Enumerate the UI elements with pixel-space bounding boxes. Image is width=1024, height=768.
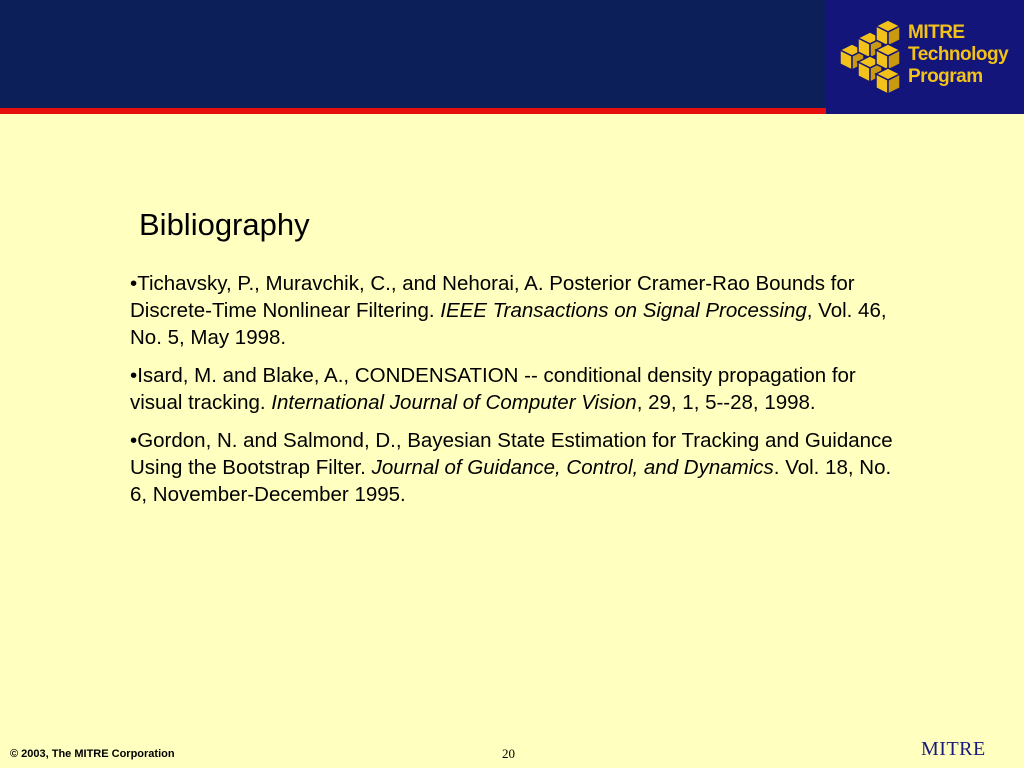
logo-line-1: MITRE — [908, 22, 965, 43]
entry-details: . Vol. 18, No. 6, November-December 1995. — [130, 456, 892, 506]
bibliography-entry — [130, 427, 900, 508]
footer-copyright: © 2003, The MITRE Corporation — [10, 748, 175, 760]
bullet: • — [130, 364, 138, 387]
logo-line-3: Program — [908, 66, 983, 87]
cube-cluster-icon — [836, 16, 916, 96]
footer-mitre-logo: MITRE — [921, 738, 986, 760]
bullet: • — [130, 272, 138, 295]
header-red-rule — [0, 108, 826, 114]
bullet: • — [130, 429, 138, 452]
entry-details: , Vol. 46, No. 5, May 1998. — [130, 299, 887, 349]
entry-details: , 29, 1, 5--28, 1998. — [636, 391, 816, 414]
page-number: 20 — [502, 746, 515, 761]
entry-venue: International Journal of Computer Vision — [271, 391, 637, 414]
logo-wordmark — [908, 22, 1008, 88]
logo-line-2: Technology — [908, 44, 1009, 65]
bibliography-entry — [130, 362, 900, 416]
bibliography-list — [130, 270, 900, 519]
entry-text: Gordon, N. and Salmond, D., Bayesian State Estimation for Tracking and Guidance Using the Bootstrap Filter. — [130, 429, 893, 479]
entry-venue: Journal of Guidance, Control, and Dynamics — [371, 456, 774, 479]
entry-text: Isard, M. and Blake, A., CONDENSATION -- conditional density propagation for visual tracking. — [130, 364, 856, 414]
bibliography-entry — [130, 270, 900, 351]
mitre-technology-program-logo — [826, 0, 1024, 114]
entry-text: Tichavsky, P., Muravchik, C., and Nehorai, A. Posterior Cramer-Rao Bounds for Discrete-Time Nonlinear Filtering. — [130, 272, 855, 322]
entry-venue: IEEE Transactions on Signal Processing — [440, 299, 807, 322]
slide-title: Bibliography — [139, 207, 310, 242]
